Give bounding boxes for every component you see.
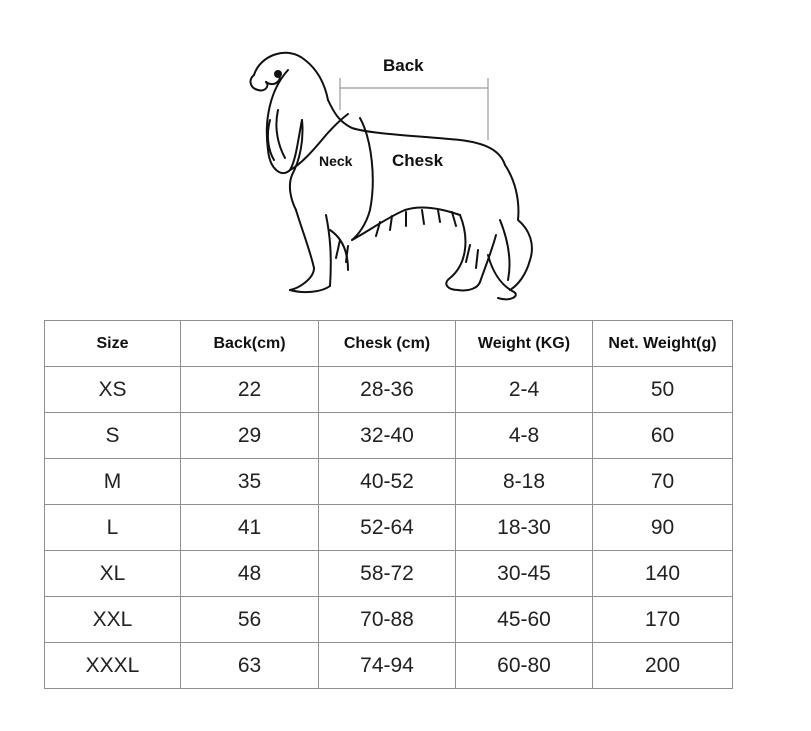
cell-net-weight: 200 (593, 643, 733, 689)
cell-chest: 32-40 (319, 413, 456, 459)
cell-back: 35 (181, 459, 319, 505)
cell-net-weight: 140 (593, 551, 733, 597)
size-chart-table (44, 320, 733, 689)
cell-chest: 28-36 (319, 367, 456, 413)
cell-weight: 2-4 (456, 367, 593, 413)
table-header-row (45, 321, 733, 367)
cell-size: XXL (45, 597, 181, 643)
cell-weight: 60-80 (456, 643, 593, 689)
dog-illustration (230, 40, 560, 310)
back-label: Back (383, 56, 424, 75)
cell-size: L (45, 505, 181, 551)
cell-back: 63 (181, 643, 319, 689)
cell-chest: 52-64 (319, 505, 456, 551)
table-row (45, 643, 733, 689)
neck-label: Neck (319, 153, 353, 169)
table-row (45, 413, 733, 459)
table-row (45, 597, 733, 643)
header-weight: Weight (KG) (456, 321, 593, 367)
cell-size: XL (45, 551, 181, 597)
cell-net-weight: 60 (593, 413, 733, 459)
cell-weight: 30-45 (456, 551, 593, 597)
cell-net-weight: 170 (593, 597, 733, 643)
cell-chest: 74-94 (319, 643, 456, 689)
header-size: Size (45, 321, 181, 367)
dog-body-outline (251, 53, 532, 300)
dog-outline-icon (230, 40, 560, 310)
cell-back: 56 (181, 597, 319, 643)
cell-net-weight: 90 (593, 505, 733, 551)
cell-weight: 8-18 (456, 459, 593, 505)
header-chest: Chesk (cm) (319, 321, 456, 367)
table-row (45, 367, 733, 413)
cell-net-weight: 50 (593, 367, 733, 413)
cell-chest: 40-52 (319, 459, 456, 505)
header-back: Back(cm) (181, 321, 319, 367)
cell-size: S (45, 413, 181, 459)
cell-back: 48 (181, 551, 319, 597)
cell-back: 22 (181, 367, 319, 413)
table-row (45, 505, 733, 551)
cell-size: XXXL (45, 643, 181, 689)
cell-chest: 58-72 (319, 551, 456, 597)
table-row (45, 551, 733, 597)
cell-weight: 18-30 (456, 505, 593, 551)
header-net-weight: Net. Weight(g) (593, 321, 733, 367)
cell-back: 29 (181, 413, 319, 459)
table-row (45, 459, 733, 505)
chest-label: Chesk (392, 151, 444, 170)
cell-size: XS (45, 367, 181, 413)
cell-weight: 4-8 (456, 413, 593, 459)
cell-weight: 45-60 (456, 597, 593, 643)
cell-net-weight: 70 (593, 459, 733, 505)
cell-chest: 70-88 (319, 597, 456, 643)
cell-size: M (45, 459, 181, 505)
cell-back: 41 (181, 505, 319, 551)
